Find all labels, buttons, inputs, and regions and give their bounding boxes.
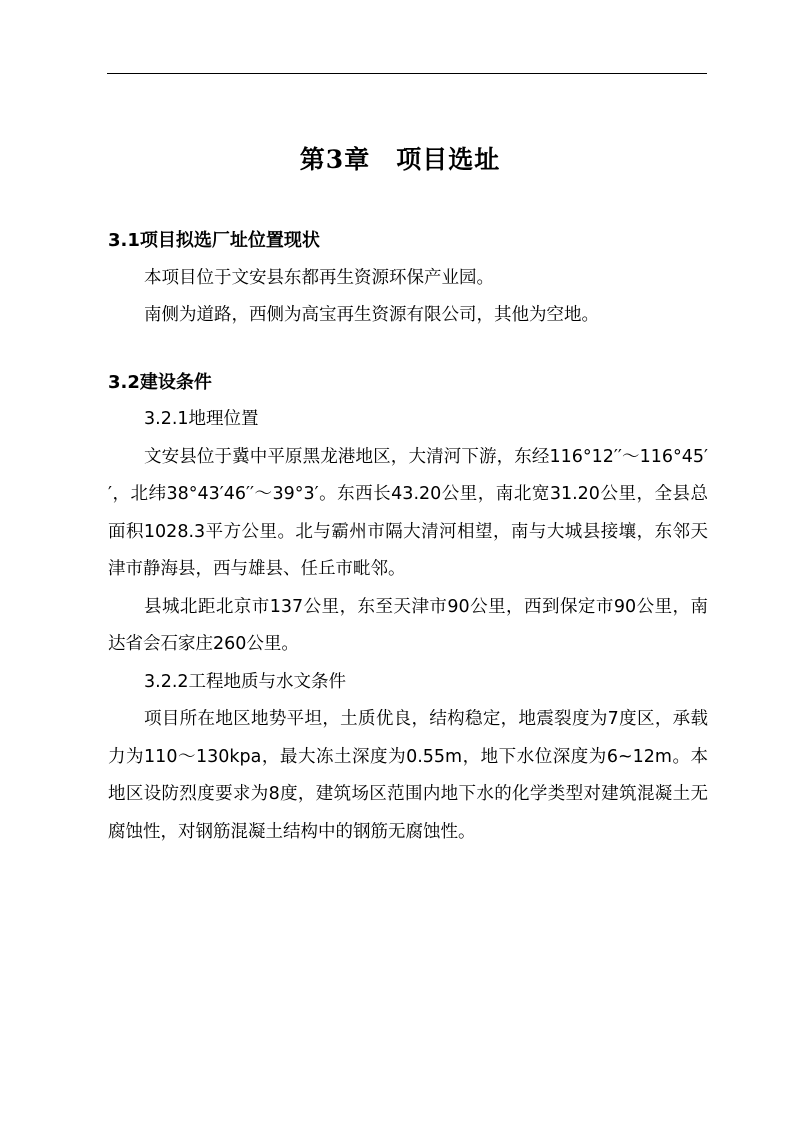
section-spacer bbox=[108, 335, 708, 364]
document-body bbox=[108, 222, 708, 851]
section-heading-3-1: 3.1项目拟选厂址位置现状 bbox=[108, 230, 320, 251]
paragraph: 本项目位于文安县东都再生资源环保产业园。 bbox=[144, 267, 494, 288]
paragraph: 文安县位于冀中平原黑龙港地区，大清河下游，东经116°12′′～116°45′′，北纬38°43′46′′～39°3′。东西长43.20公里，南北宽31.20公里，全县总面积1028.3平方公里。北与霸州市隔大清河相望，南与大城县接壤，东邻天津市静海县，西与雄县、任丘市毗邻。 bbox=[108, 446, 708, 579]
chapter-title: 第3章 项目选址 bbox=[299, 145, 501, 174]
paragraph: 项目所在地区地势平坦，土质优良，结构稳定，地震裂度为7度区，承载力为110～130kpa，最大冻土深度为0.55m，地下水位深度为6~12m。本地区设防烈度要求为8度，建筑场区范围内地下水的化学类型对建筑混凝土无腐蚀性，对钢筋混凝土结构中的钢筋无腐蚀性。 bbox=[108, 709, 708, 842]
subsection-heading-3-2-1: 3.2.1地理位置 bbox=[144, 409, 259, 429]
paragraph: 南侧为道路，西侧为高宝再生资源有限公司，其他为空地。 bbox=[144, 305, 599, 325]
section-heading-3-2: 3.2建设条件 bbox=[108, 371, 212, 393]
header-rule bbox=[107, 73, 707, 74]
subsection-heading-3-2-2: 3.2.2工程地质与水文条件 bbox=[144, 671, 347, 692]
paragraph: 县城北距北京市137公里，东至天津市90公里，西到保定市90公里，南达省会石家庄260公里。 bbox=[108, 596, 708, 654]
